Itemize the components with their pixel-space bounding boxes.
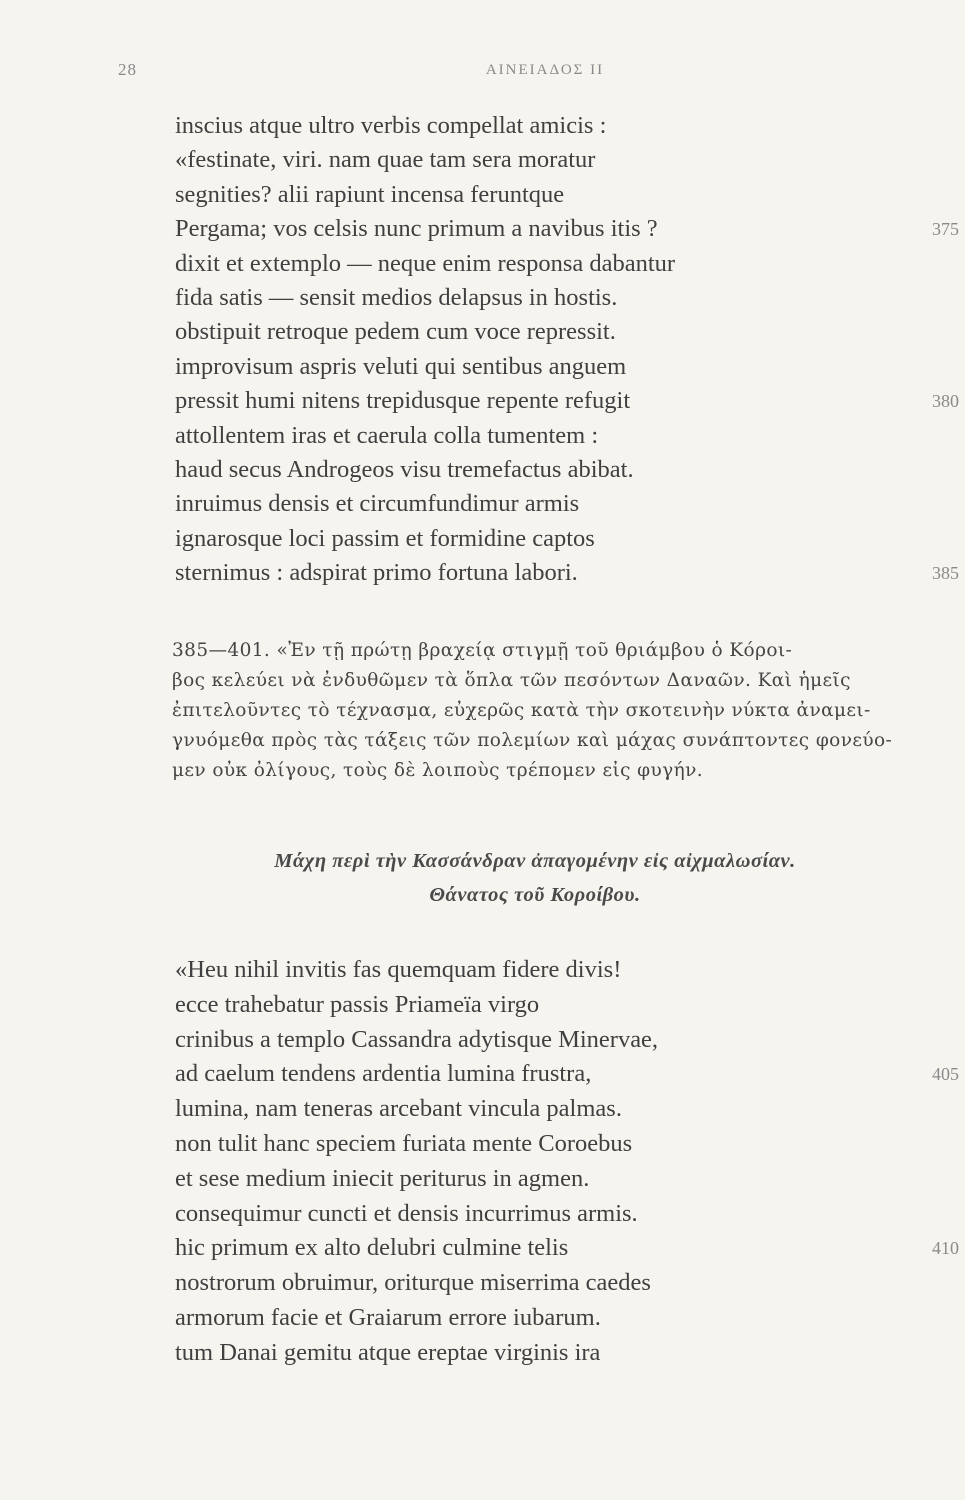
- verse-block-bottom: [175, 953, 965, 1371]
- commentary-paragraph: [172, 636, 962, 786]
- verse-text: crinibus a templo Cassandra adytisque Minervae,: [175, 1025, 659, 1053]
- page-number: 28: [118, 60, 137, 79]
- verse-line: [175, 109, 965, 143]
- verse-text: «festinate, viri. nam quae tam sera moratur: [175, 146, 596, 174]
- verse-text: consequimur cuncti et densis incurrimus armis.: [175, 1199, 638, 1227]
- line-number: 375: [932, 219, 959, 240]
- verse-text: «Heu nihil invitis fas quemquam fidere divis!: [175, 956, 622, 983]
- verse-text: Pergama; vos celsis nunc primum a navibus itis ?: [175, 215, 658, 243]
- running-title: ΑΙΝΕΙΑΔΟΣ ΙΙ: [485, 62, 605, 78]
- verse-text: ecce trahebatur passis Priameïa virgo: [175, 990, 540, 1018]
- verse-line: [175, 1336, 965, 1371]
- line-number: 380: [932, 391, 959, 412]
- verse-line: [175, 453, 965, 487]
- verse-block-top: [175, 109, 965, 590]
- verse-line: [175, 1057, 965, 1092]
- section-heading-line2: Θάνατος τοῦ Κοροίβου.: [429, 884, 641, 906]
- verse-text: non tulit hanc speciem furiata mente Coroebus: [175, 1129, 633, 1157]
- commentary-line: μεν οὐκ ὀλίγους, τοὺς δὲ λοιποὺς τρέπομεν εἰς φυγήν.: [172, 760, 704, 781]
- verse-text: nostrorum obruimur, oriturque miserrima caedes: [175, 1269, 651, 1297]
- verse-line: [175, 1231, 965, 1266]
- verse-line: [175, 350, 965, 384]
- verse-line: [175, 384, 965, 418]
- verse-text: improvisum aspris veluti qui sentibus anguem: [175, 352, 627, 380]
- verse-text: ad caelum tendens ardentia lumina frustra,: [175, 1060, 592, 1088]
- verse-text: hic primum ex alto delubri culmine telis: [175, 1234, 569, 1262]
- verse-line: [175, 247, 965, 281]
- verse-line: [175, 988, 965, 1023]
- commentary-line: 385—401. «Ἐν τῇ πρώτῃ βραχείᾳ στιγμῇ τοῦ θριάμβου ὁ Κόροι-: [172, 640, 793, 661]
- verse-line: [175, 487, 965, 521]
- verse-text: et sese medium iniecit periturus in agmen.: [175, 1164, 590, 1192]
- verse-line: [175, 1127, 965, 1162]
- verse-text: ignarosque loci passim et formidine captos: [175, 524, 595, 552]
- verse-line: [175, 143, 965, 177]
- verse-line: [175, 419, 965, 453]
- verse-text: inruimus densis et circumfundimur armis: [175, 490, 580, 518]
- verse-line: [175, 212, 965, 246]
- verse-text: attollentem iras et caerula colla tumentem :: [175, 421, 599, 449]
- line-number: 410: [932, 1238, 959, 1259]
- verse-text: dixit et extemplo — neque enim responsa dabantur: [175, 249, 676, 277]
- verse-line: [175, 556, 965, 590]
- verse-line: [175, 1301, 965, 1336]
- line-number: 385: [932, 563, 959, 584]
- verse-line: [175, 178, 965, 212]
- commentary-line: βος κελεύει νὰ ἐνδυθῶμεν τὰ ὅπλα τῶν πεσόντων Δαναῶν. Καὶ ἡμεῖς: [172, 670, 851, 691]
- verse-line: [175, 315, 965, 349]
- verse-text: pressit humi nitens trepidusque repente refugit: [175, 387, 631, 415]
- verse-text: fida satis — sensit medios delapsus in hostis.: [175, 283, 618, 311]
- commentary-line: ἐπιτελοῦντες τὸ τέχνασμα, εὐχερῶς κατὰ τὴν σκοτεινὴν νύκτα ἀναμει-: [172, 700, 871, 721]
- section-heading-line1: Μάχη περὶ τὴν Κασσάνδραν ἀπαγομένην εἰς αἰχμαλωσίαν.: [274, 850, 796, 872]
- verse-text: lumina, nam teneras arcebant vincula palmas.: [175, 1095, 622, 1123]
- verse-line: [175, 1266, 965, 1301]
- verse-line: [175, 1023, 965, 1058]
- verse-text: segnities? alii rapiunt incensa feruntque: [175, 180, 565, 208]
- verse-line: [175, 522, 965, 556]
- verse-line: [175, 1092, 965, 1127]
- verse-text: tum Danai gemitu atque ereptae virginis ira: [175, 1338, 601, 1366]
- verse-text: armorum facie et Graiarum errore iubarum.: [175, 1303, 601, 1331]
- verse-text: obstipuit retroque pedem cum voce repressit.: [175, 318, 616, 346]
- verse-line: [175, 953, 965, 988]
- verse-text: sternimus : adspirat primo fortuna labori.: [175, 559, 578, 587]
- verse-text: haud secus Androgeos visu tremefactus abibat.: [175, 455, 634, 483]
- verse-text: inscius atque ultro verbis compellat amicis :: [175, 112, 607, 139]
- verse-line: [175, 1162, 965, 1197]
- line-number: 405: [932, 1064, 959, 1085]
- verse-line: [175, 1197, 965, 1232]
- verse-line: [175, 281, 965, 315]
- commentary-line: γνυόμεθα πρὸς τὰς τάξεις τῶν πολεμίων καὶ μάχας συνάπτοντες φονεύο-: [172, 730, 893, 751]
